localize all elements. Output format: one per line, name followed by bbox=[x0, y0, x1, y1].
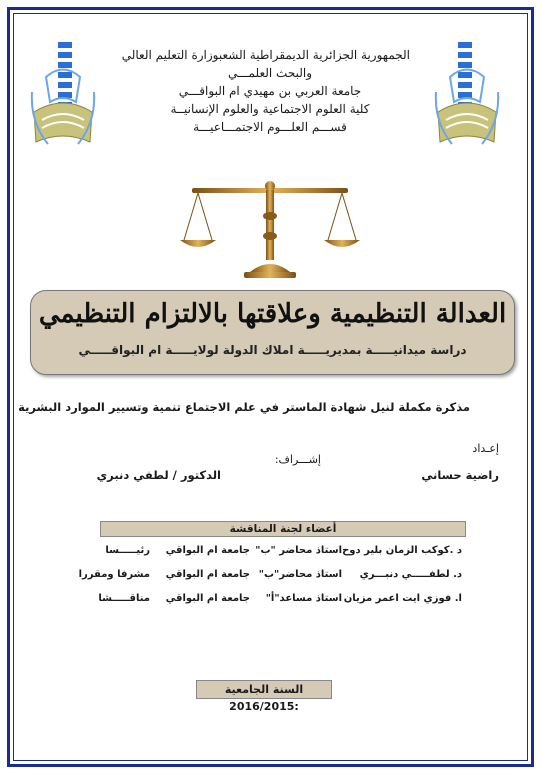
supervisor-label: إشـــراف: bbox=[274, 453, 321, 466]
member-role: رئيـــــسا bbox=[105, 545, 150, 556]
member-name: ا. فوزي ايت اعمر مزيان bbox=[343, 593, 462, 604]
committee-title: أعضاء لجنة المناقشة bbox=[100, 521, 466, 537]
scale-of-justice-image bbox=[170, 176, 370, 286]
thesis-title: العدالة التنظيمية وعلاقتها بالالتزام التنظيمي bbox=[38, 299, 507, 329]
committee-member-row bbox=[70, 569, 462, 585]
header-line-ministry: الجمهورية الجزائرية الديمقراطية الشعبوزارة التعليم العالي bbox=[121, 48, 410, 62]
committee-member-row bbox=[70, 545, 462, 561]
committee-member-row bbox=[70, 593, 462, 609]
supervisor-name: الدكتور / لطفي دنبري bbox=[96, 468, 221, 482]
header-line-department: قســـم العلـــوم الاجتمـــاعيـــة bbox=[193, 120, 347, 134]
academic-year: السنة الجامعية :2016/2015 bbox=[196, 680, 332, 699]
university-logo-right bbox=[432, 32, 502, 162]
title-box bbox=[30, 290, 515, 375]
member-role: مشرفا ومقررا bbox=[78, 569, 150, 580]
student-label: إعـداد bbox=[472, 442, 499, 455]
header-line-research: والبحث العلمـــي bbox=[228, 66, 312, 80]
member-rank: استاذ محاضر "ب" bbox=[255, 545, 342, 556]
member-rank: استاذ محاضر"ب" bbox=[258, 569, 342, 580]
member-university: جامعة ام البواقي bbox=[165, 569, 250, 580]
member-name: د. لطفـــــي دنبـــري bbox=[359, 569, 462, 580]
member-role: مناقـــــشا bbox=[98, 593, 150, 604]
header-line-faculty: كلية العلوم الاجتماعية والعلوم الإنسانيــة bbox=[170, 102, 370, 116]
member-university: جامعة ام البواقي bbox=[165, 545, 250, 556]
degree-statement: مذكرة مكملة لنيل شهادة الماستر في علم الاجتماع تنمية وتسيير الموارد البشرية bbox=[18, 400, 470, 414]
thesis-subtitle: دراسة ميدانيـــــة بمديريـــــة املاك الدولة لولايـــــة ام البواقـــــي bbox=[78, 343, 467, 357]
member-university: جامعة ام البواقي bbox=[165, 593, 250, 604]
member-rank: استاذ مساعد"أ" bbox=[265, 593, 342, 604]
university-logo-left bbox=[28, 32, 98, 162]
header-line-university: جامعة العربي بن مهيدي ام البواقـــي bbox=[178, 84, 362, 98]
student-name: راضية حساني bbox=[421, 468, 499, 482]
member-name: د .كوكب الزمان بلير دوح bbox=[342, 545, 462, 556]
institution-header bbox=[121, 46, 410, 136]
